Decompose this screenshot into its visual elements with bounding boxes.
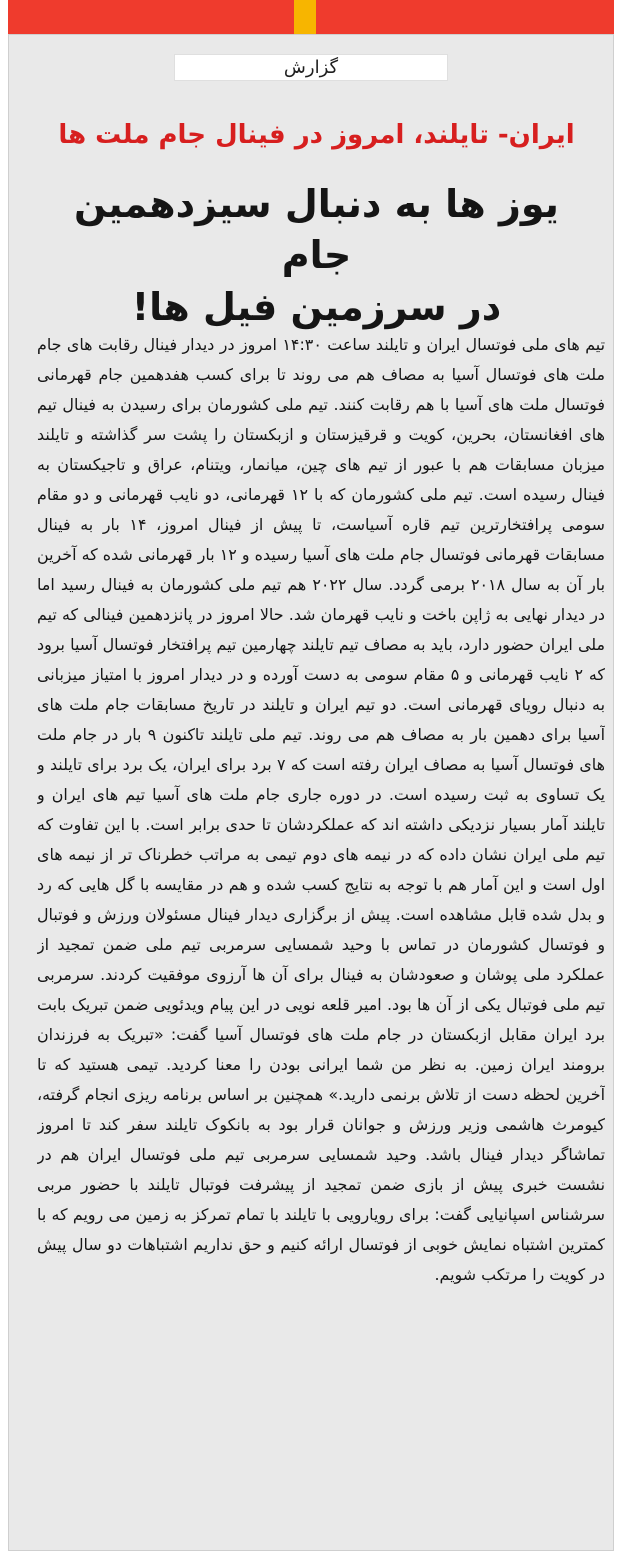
section-label: گزارش xyxy=(283,57,339,78)
article-headline xyxy=(40,179,593,333)
article-overline: ایران- تایلند، امروز در فینال جام ملت ها xyxy=(58,120,575,150)
article-body: تیم های ملی فوتسال ایران و تایلند ساعت ۱۴:۳۰ امروز در دیدار فینال رقابت های جام ملت های فوتسال آسیا به مصاف هم می روند تا برای کسب هفدهمین جام قهرمانی فوتسال ملت های آسیا با هم رقابت کنند. تیم ملی کشورمان برای رسیدن به فینال تیم های افغانستان، بحرین، کویت و قرقیزستان و ازبکستان را پشت سر گذاشته و تایلند میزبان مسابقات هم با عبور از تیم های چین، میانمار، ویتنام، عراق و تاجیکستان به فینال رسیده است. تیم ملی کشورمان که با ۱۲ قهرمانی، دو نایب قهرمانی و دو مقام سومی پرافتخارترین تیم قاره آسیاست، تا پیش از فینال امروز، ۱۴ بار به فینال مسابقات قهرمانی فوتسال جام ملت های آسیا رسیده و ۱۲ بار قهرمانی شده که آخرین بار آن به سال ۲۰۱۸ برمی گردد. سال ۲۰۲۲ هم تیم ملی کشورمان به فینال رسید اما در دیدار نهایی به ژاپن باخت و نایب قهرمان شد. حالا امروز در پانزدهمین فینالی که تیم ملی ایران حضور دارد، باید به مصاف تیم تایلند چهارمین تیم پرافتخار فوتسال آسیا برود که ۲ نایب قهرمانی و ۵ مقام سومی به دست آورده و در دیدار امروز با امتیاز میزبانی به دنبال رویای قهرمانی است. دو تیم ایران و تایلند در تاریخ مسابقات جام ملت های آسیا برای دهمین بار به مصاف هم می روند. تیم ملی تایلند تاکنون ۹ بار در جام ملت های فوتسال آسیا به مصاف ایران رفته است که ۷ برد برای ایران، یک برد برای تایلند و یک تساوی به ثبت رسیده است. در دوره جاری جام ملت های آسیا تیم های ایران و تایلند آمار بسیار نزدیکی داشته اند که عملکردشان تا حدی برابر است. با این تفاوت که تیم ملی ایران نشان داده که در نیمه های دوم تیمی به مراتب خطرناک تر از نیمه های اول است و این آمار هم با توجه به نتایج کسب شده و هم در مقایسه با گل هایی که رد و بدل شده قابل مشاهده است. پیش از برگزاری دیدار فینال مسئولان ورزش و فوتبال و فوتسال کشورمان در تماس با وحید شمسایی سرمربی تیم ملی ضمن تمجید از عملکرد ملی پوشان و صعودشان به فینال برای آن ها آرزوی موفقیت کردند. سرمربی تیم ملی فوتبال یکی از آن ها بود. امیر قلعه نویی در این پیام ویدئویی ضمن تبریک بابت برد ایران مقابل ازبکستان در جام ملت های فوتسال آسیا گفت: «تبریک به فرزندان برومند ایران زمین. به نظر من شما ایرانی بودن را معنا کردید. تیمی هستید که تا آخرین لحظه دست از تلاش برنمی دارید.» همچنین بر اساس برنامه ریزی انجام گرفته، کیومرث هاشمی وزیر ورزش و جوانان قرار بود به بانکوک تایلند سفر کند تا امروز تماشاگر دیدار فینال باشد. وحید شمسایی سرمربی تیم ملی فوتسال ایران هم در نشست خبری پیش از بازی ضمن تمجید از پیشرفت فوتبال تایلند با حضور مربی سرشناس اسپانیایی گفت: برای رویارویی با تایلند با تمام تمرکز به زمین می رویم که با کمترین اشتباه نمایش خوبی از فوتسال ارائه کنیم و حق نداریم اشتباهات دو سال پیش در کویت را مرتکب شویم. xyxy=(37,335,605,1284)
section-label-box xyxy=(174,54,448,81)
headline-line-2: در سرزمین فیل ها! xyxy=(131,284,502,329)
headline-line-1: یوز ها به دنبال سیزدهمین جام xyxy=(74,182,559,278)
headline-block xyxy=(40,120,593,333)
